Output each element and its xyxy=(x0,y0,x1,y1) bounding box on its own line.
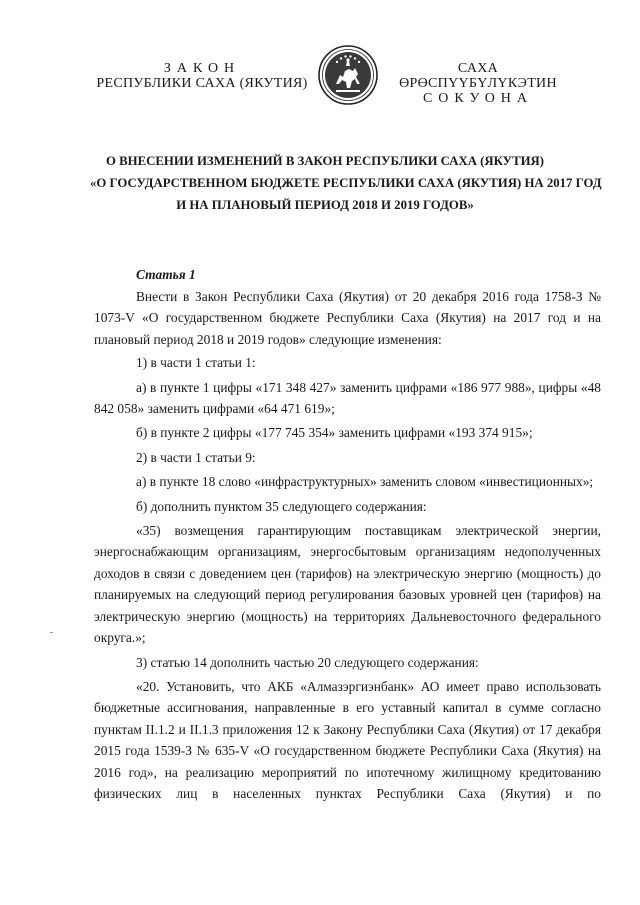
scan-mark xyxy=(50,632,53,633)
coat-of-arms-icon xyxy=(316,44,380,106)
change-item-1a: а) в пункте 1 цифры «171 348 427» заменить цифрами «186 977 988», цифры «48 842 058» заменить цифрами «64 471 619»; xyxy=(94,379,601,417)
law-title-line1: О ВНЕСЕНИИ ИЗМЕНЕНИЙ В ЗАКОН РЕСПУБЛИКИ САХА (ЯКУТИЯ) xyxy=(105,154,545,168)
change-item-1: 1) в части 1 статьи 1: xyxy=(136,355,256,371)
change-item-2: 2) в части 1 статьи 9: xyxy=(136,449,256,465)
header-left-ru xyxy=(82,61,322,91)
law-title xyxy=(90,150,602,216)
law-title-line2: «О ГОСУДАРСТВЕННОМ БЮДЖЕТЕ РЕСПУБЛИКИ САХА (ЯКУТИЯ) НА 2017 ГОД xyxy=(90,176,602,190)
header-right-line2: СОКУОНА xyxy=(422,91,534,106)
article-heading: Статья 1 xyxy=(136,267,196,282)
header-left-line1: ЗАКОН xyxy=(163,61,241,76)
change-item-2a: а) в пункте 18 слово «инфраструктурных» заменить словом «инвестиционных»; xyxy=(136,474,594,490)
law-title-line3: И НА ПЛАНОВЫЙ ПЕРИОД 2018 И 2019 ГОДОВ» xyxy=(176,198,474,212)
change-item-3-text: «20. Установить, что АКБ «Алмазэргиэнбанк» АО имеет право использовать бюджетные ассигнования, направленные в его уставный капитал в сумме согласно пунктам II.1.2 и II.1.3 приложения 12 к Закону Республики Саха (Якутия) от 17 декабря 2015 года 1539-З № 635-V «О государственном бюджете Республики Саха (Якутия) на 2016 год», на реализацию мероприятий по ипотечному жилищному кредитованию физических лиц в населенных пунктах Республики Саха (Якутия) и по xyxy=(94,678,601,801)
header-left-line2: РЕСПУБЛИКИ САХА (ЯКУТИЯ) xyxy=(96,76,308,91)
header-right-sakha xyxy=(388,61,568,106)
change-item-1b: б) в пункте 2 цифры «177 745 354» заменить цифрами «193 374 915»; xyxy=(136,425,533,441)
article-body xyxy=(94,264,601,807)
change-item-2b: б) дополнить пунктом 35 следующего содержания: xyxy=(136,498,427,514)
article-intro: Внести в Закон Республики Саха (Якутия) от 20 декабря 2016 года 1758-З № 1073-V «О государственном бюджете Республики Саха (Якутия) на 2017 год и на плановый период 2018 и 2019 годов» следующие изменения: xyxy=(94,289,601,347)
header-right-line1: САХА ӨРӨСПҮҮБҮЛҮКЭТИН xyxy=(399,61,557,91)
document-header xyxy=(0,44,640,106)
change-item-2b-text: «35) возмещения гарантирующим поставщикам электрической энергии, энергоснабжающим организациям, энергосбытовым организациям недополученных доходов в связи с доведением цен (тарифов) на электрическую энергию (мощность) до планируемых на следующий период регулирования базовых уровней цен (тарифов) на электрическую энергию (мощность) на территориях Дальневосточного федерального округа.»; xyxy=(94,523,601,646)
change-item-3: 3) статью 14 дополнить частью 20 следующего содержания: xyxy=(136,654,479,670)
